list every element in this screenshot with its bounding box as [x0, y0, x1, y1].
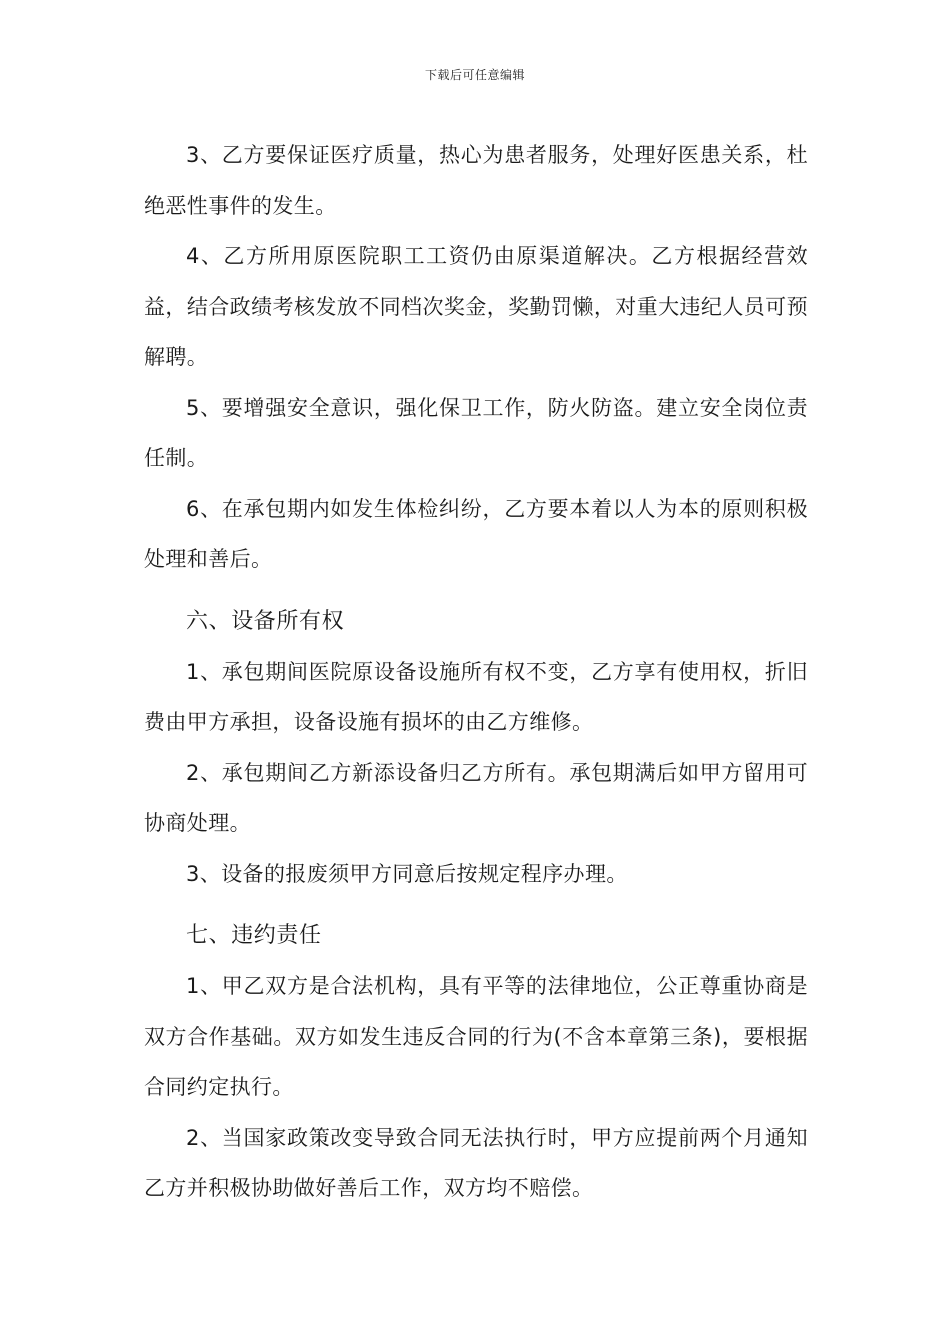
- paragraph-item-6: 6、在承包期内如发生体检纠纷，乙方要本着以人为本的原则积极处理和善后。: [144, 496, 808, 571]
- paragraph-item-2: 2、当国家政策改变导致合同无法执行时，甲方应提前两个月通知乙方并积极协助做好善后工作，双方均不赔偿。: [144, 1125, 808, 1200]
- paragraph-item-3: 3、设备的报废须甲方同意后按规定程序办理。: [186, 861, 628, 886]
- header-note: 下载后可任意编辑: [424, 68, 525, 82]
- paragraph-item-1: 1、甲乙双方是合法机构，具有平等的法律地位，公正尊重协商是双方合作基础。双方如发生违反合同的行为(不含本章第三条)，要根据合同约定执行。: [144, 974, 808, 1099]
- section-spacer: [144, 899, 808, 911]
- document-body: [144, 130, 808, 1214]
- section-heading-equipment-ownership: 六、设备所有权: [186, 608, 345, 634]
- paragraph-item-5: 5、要增强安全意识，强化保卫工作，防火防盗。建立安全岗位责任制。: [144, 395, 808, 470]
- paragraph-item-3: 3、乙方要保证医疗质量，热心为患者服务，处理好医患关系，杜绝恶性事件的发生。: [144, 143, 808, 218]
- paragraph-item-1: 1、承包期间医院原设备设施所有权不变，乙方享有使用权，折旧费由甲方承担，设备设施有损坏的由乙方维修。: [144, 659, 808, 734]
- section-spacer: [144, 585, 808, 597]
- paragraph-item-4: 4、乙方所用原医院职工工资仍由原渠道解决。乙方根据经营效益，结合政绩考核发放不同档次奖金，奖勤罚懒，对重大违纪人员可预解聘。: [144, 244, 808, 369]
- section-heading-breach-liability: 七、违约责任: [186, 923, 322, 948]
- paragraph-item-2: 2、承包期间乙方新添设备归乙方所有。承包期满后如甲方留用可协商处理。: [144, 760, 808, 835]
